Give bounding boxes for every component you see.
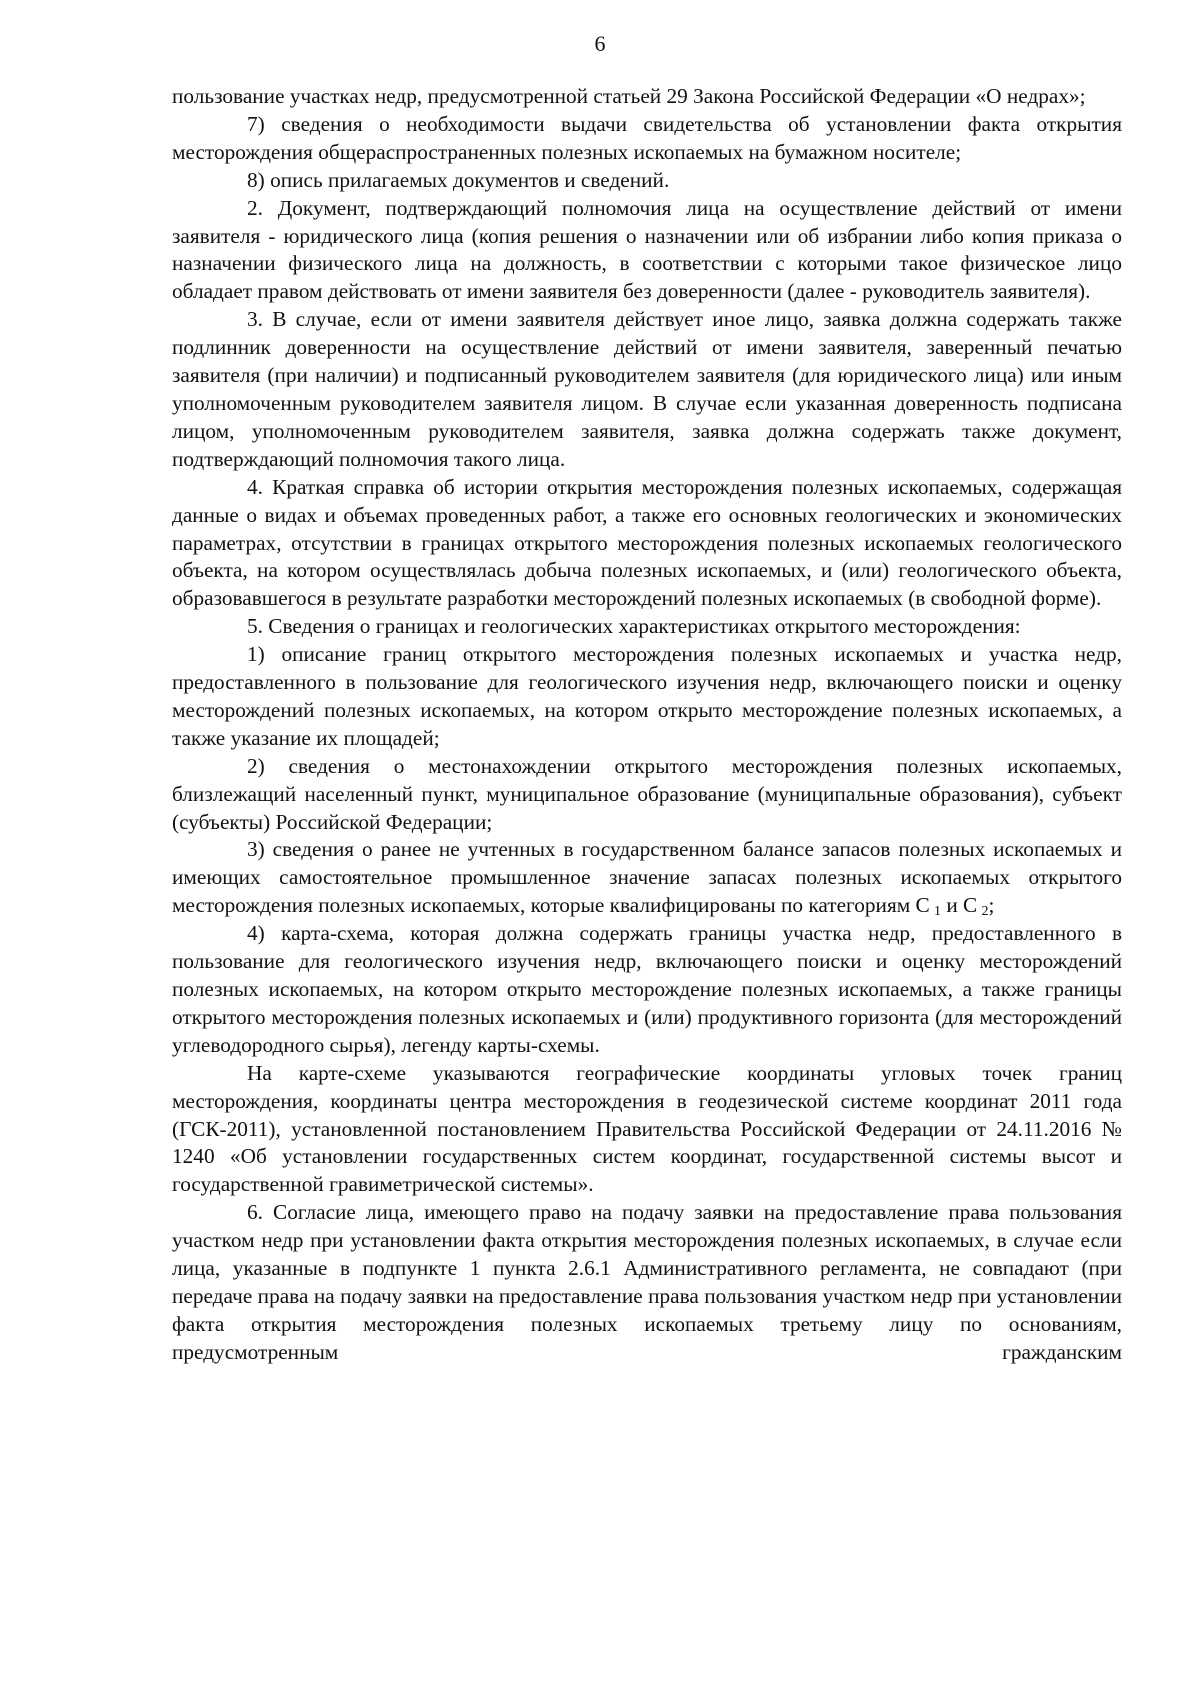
page-number: 6: [594, 31, 606, 56]
paragraph-section-5-item-4: 4) карта-схема, которая должна содержать границы участка недр, предоставленного в пользование для геологического изучения недр, включающего поиски и оценку месторождений полезных ископаемых, на котором открыто месторождение полезных ископаемых, а также границы открытого месторождения полезных ископаемых и (или) продуктивного горизонта (для месторождений углеводородного сырья), легенду карты-схемы.: [172, 921, 1122, 1057]
category-end: ;: [988, 893, 995, 918]
paragraph-section-5: 5. Сведения о границах и геологических характеристиках открытого месторождения:: [247, 614, 1021, 639]
category-c2-subscript: 2: [981, 904, 989, 920]
paragraph-item-7: 7) сведения о необходимости выдачи свидетельства об установлении факта открытия месторождения общераспространенных полезных ископаемых на бумажном носителе;: [172, 111, 1122, 164]
document-body: [172, 83, 1122, 1367]
paragraph-section-4: 4. Краткая справка об истории открытия месторождения полезных ископаемых, содержащая данные о видах и объемах проведенных работ, а также его основных геологических и экономических параметрах, отсутствии в границах открытого месторождения полезных ископаемых геологического объекта, на котором осуществлялась добыча полезных ископаемых, и (или) геологического объекта, образовавшегося в результате разработки месторождений полезных ископаемых (в свободной форме).: [172, 474, 1122, 611]
paragraph-section-6: 6. Согласие лица, имеющего право на подачу заявки на предоставление права пользования участком недр при установлении факта открытия месторождения полезных ископаемых, в случае если лица, указанные в подпункте 1 пункта 2.6.1 Административного регламента, не совпадают (при передаче права на подачу заявки на предоставление права пользования участком недр при установлении факта открытия месторождения полезных ископаемых третьему лицу по основаниям, предусмотренным гражданским: [172, 1200, 1122, 1364]
paragraph-section-5-item-3: [172, 836, 1122, 920]
paragraph-section-5-item-2: 2) сведения о местонахождении открытого месторождения полезных ископаемых, близлежащий населенный пункт, муниципальное образование (муниципальные образования), субъект (субъекты) Российской Федерации;: [172, 753, 1122, 834]
paragraph-section-3: 3. В случае, если от имени заявителя действует иное лицо, заявка должна содержать также подлинник доверенности на осуществление действий от имени заявителя, заверенный печатью заявителя (при наличии) и подписанный руководителем заявителя (для юридического лица) или иным уполномоченным руководителем заявителя лицом. В случае если указанная доверенность подписана лицом, уполномоченным руководителем заявителя, заявка должна содержать также документ, подтверждающий полномочия такого лица.: [172, 307, 1122, 471]
paragraph-section-5-item-3-text: 3) сведения о ранее не учтенных в государственном балансе запасов полезных ископаемых и имеющих самостоятельное промышленное значение запасах полезных ископаемых открытого месторождения полезных ископаемых, которые квалифицированы по категориям С: [172, 837, 1122, 918]
paragraph-section-5-item-1: 1) описание границ открытого месторождения полезных ископаемых и участка недр, предоставленного в пользование для геологического изучения недр, включающего поиски и оценку месторождений полезных ископаемых, на котором открыто месторождение полезных ископаемых, а также указание их площадей;: [172, 642, 1122, 750]
paragraph-item-8: 8) опись прилагаемых документов и сведений.: [247, 167, 670, 192]
category-joiner: и С: [941, 893, 978, 918]
paragraph-continuation: пользование участках недр, предусмотренной статьей 29 Закона Российской Федерации «О недрах»;: [172, 84, 1086, 108]
paragraph-map-coordinates: На карте-схеме указываются географические координаты угловых точек границ месторождения, координаты центра месторождения в геодезической системе координат 2011 года (ГСК-2011), установленной постановлением Правительства Российской Федерации от 24.11.2016 № 1240 «Об установлении государственных систем координат, государственной системы высот и государственной гравиметрической системы».: [172, 1060, 1122, 1197]
category-c1-subscript: 1: [934, 904, 942, 920]
paragraph-section-2: 2. Документ, подтверждающий полномочия лица на осуществление действий от имени заявителя - юридического лица (копия решения о назначении или об избрании либо копия приказа о назначении физического лица на должность, в соответствии с которыми такое физическое лицо обладает правом действовать от имени заявителя без доверенности (далее - руководитель заявителя).: [172, 195, 1122, 304]
